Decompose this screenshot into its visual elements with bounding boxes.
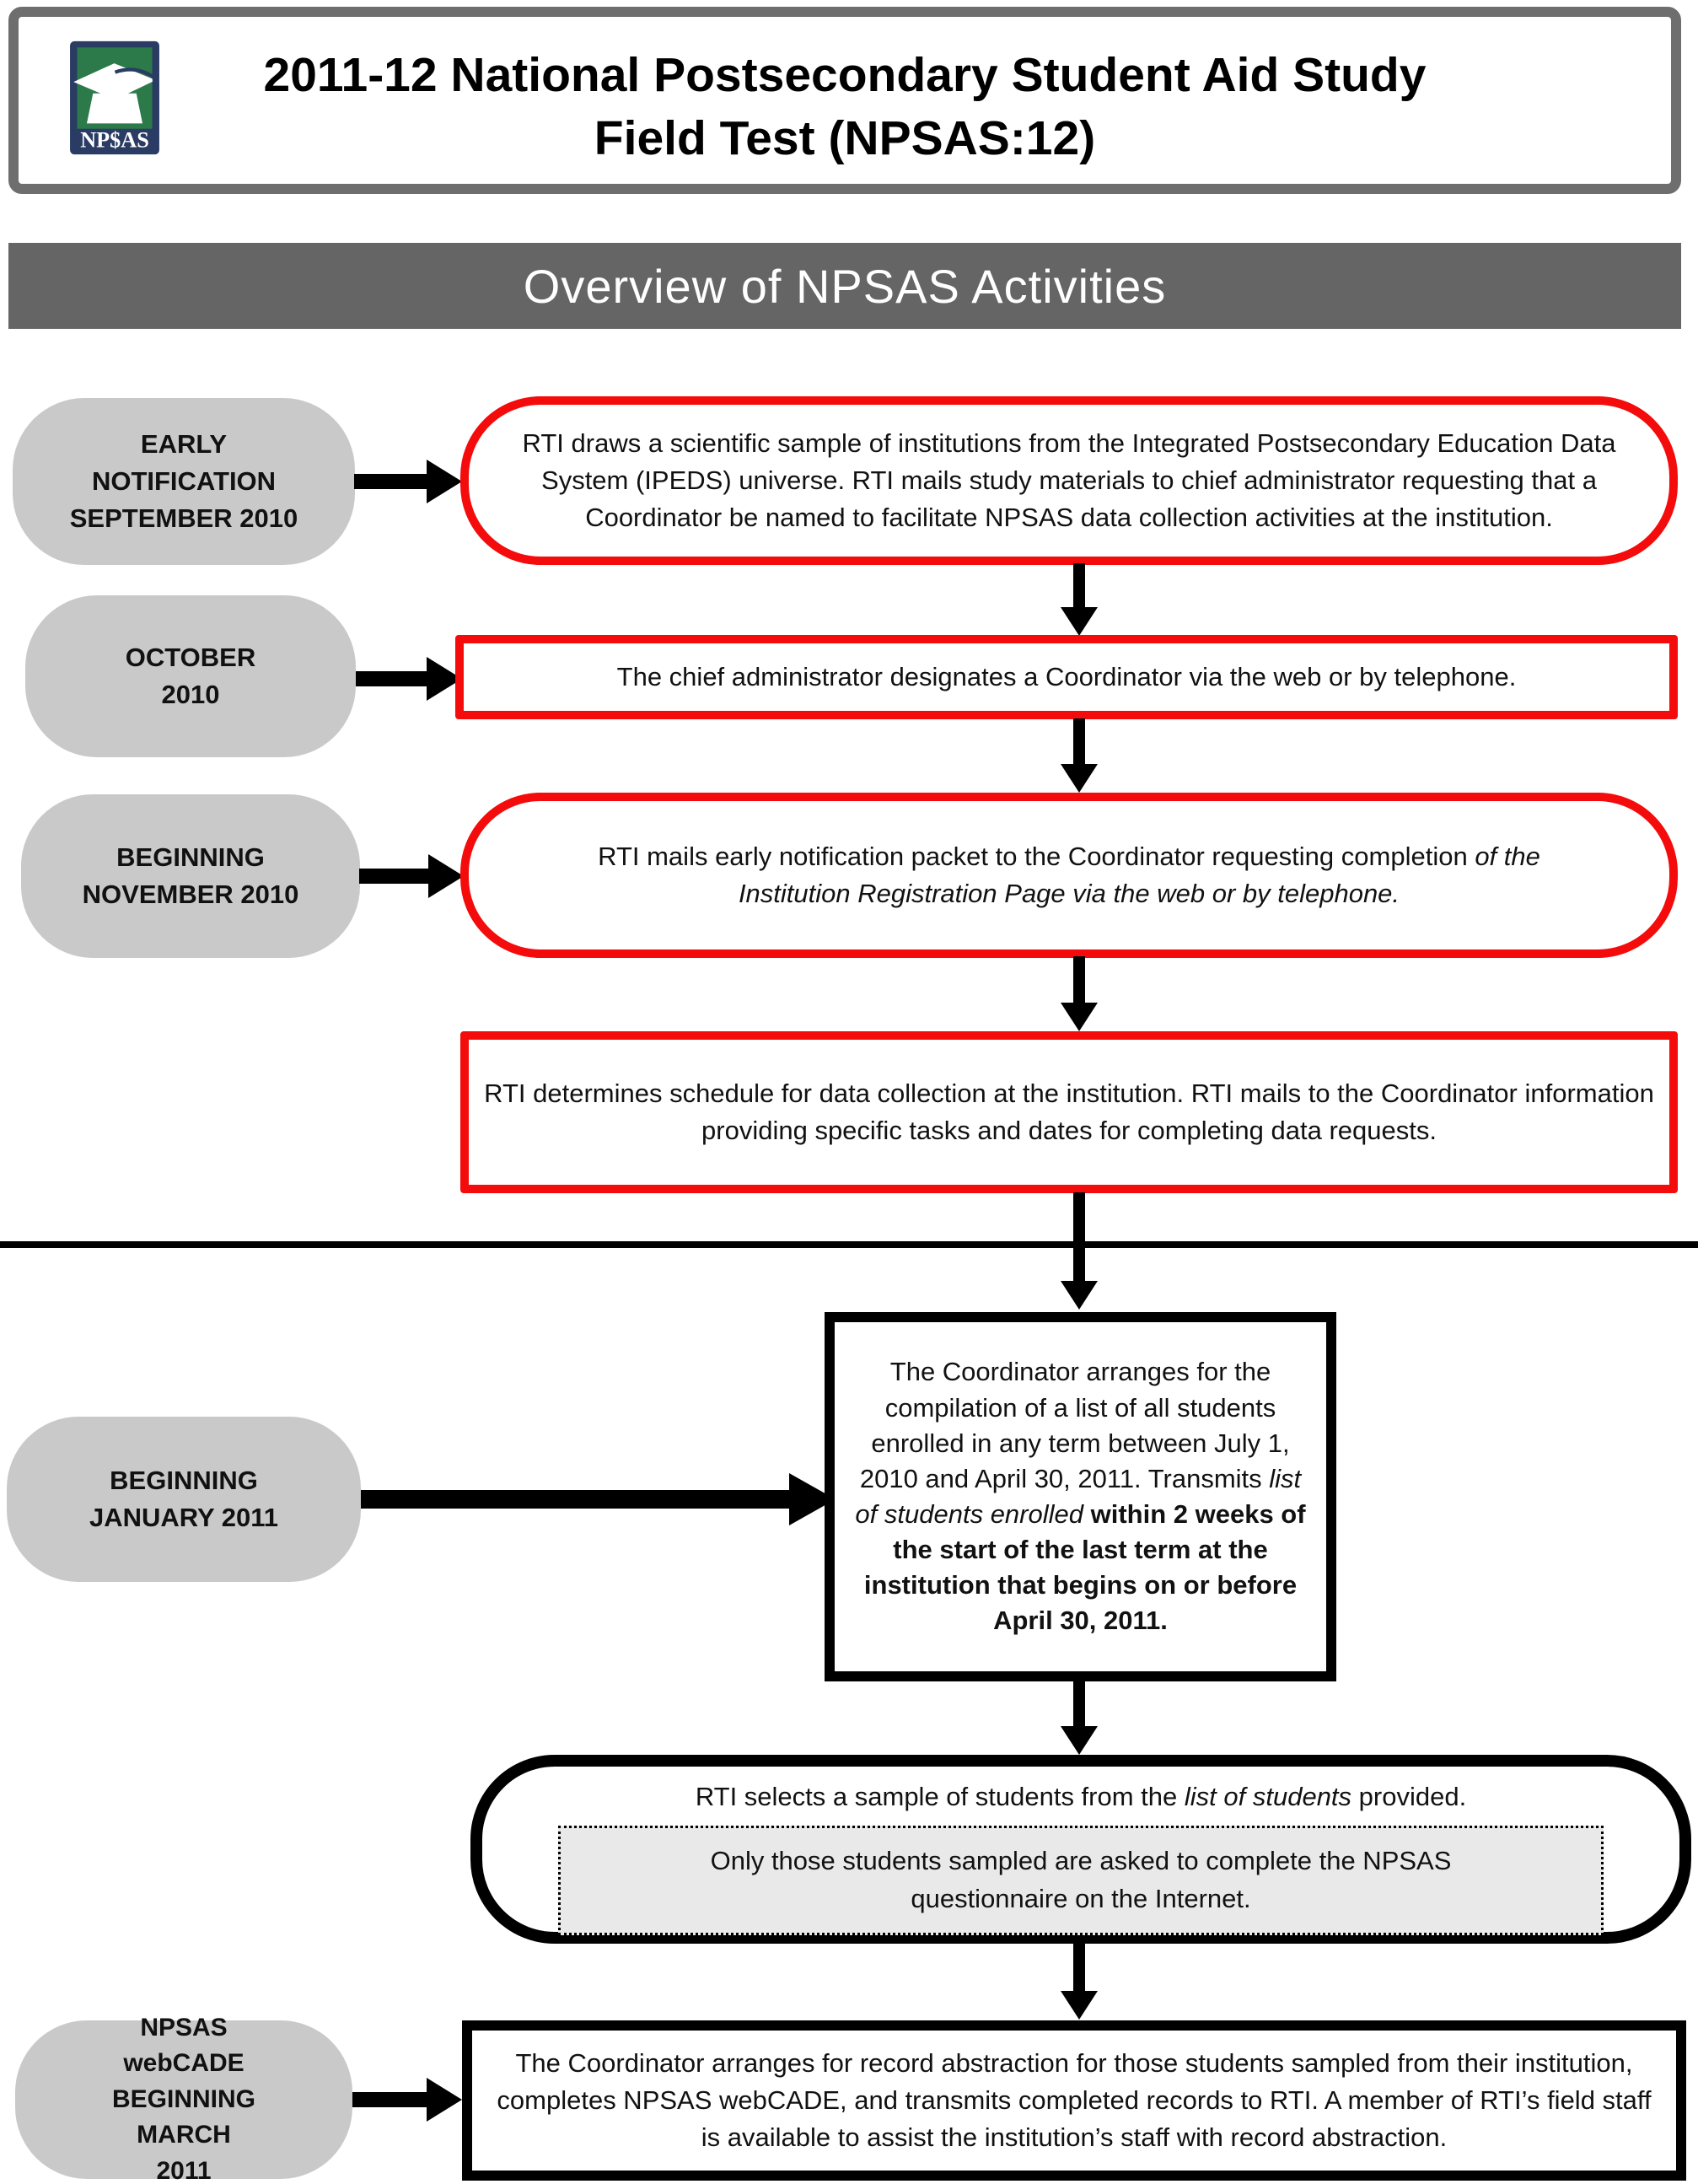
flow-box-student-list bbox=[825, 1312, 1336, 1681]
flow-box-text: The Coordinator arranges for record abstraction for those students sampled from their institution, completes NPSAS webCADE, and transmits completed records to RTI. A member of RTI’s field staff is available to assist the institution’s staff with record abstraction. bbox=[497, 2047, 1652, 2152]
timeline-bubble-november-2010 bbox=[21, 794, 360, 958]
flow-box-sample-institutions bbox=[460, 396, 1678, 565]
arrow-down-head-icon bbox=[1061, 1991, 1098, 2020]
arrow-right-head-icon bbox=[427, 2078, 462, 2122]
note-text: Only those students sampled are asked to complete the NPSAS questionnaire on the Internet. bbox=[710, 1846, 1452, 1914]
flow-box-record-abstraction bbox=[462, 2020, 1686, 2181]
arrow-right-icon bbox=[359, 869, 430, 884]
flow-box-text bbox=[853, 1354, 1308, 1638]
header-box bbox=[8, 7, 1681, 194]
flow-box-text: RTI determines schedule for data collection at the institution. RTI mails to the Coordinator information providing specific tasks and dates for completing data requests. bbox=[484, 1078, 1654, 1145]
flow-box-sample-students bbox=[470, 1755, 1691, 1944]
text-normal: RTI mails early notification packet to the Coordinator requesting completion bbox=[598, 841, 1475, 871]
timeline-bubble-march-2011 bbox=[15, 2013, 352, 2184]
text-normal: provided. bbox=[1351, 1782, 1467, 1811]
timeline-bubble-early-notification bbox=[13, 398, 355, 565]
flow-box-text: The chief administrator designates a Coordinator via the web or by telephone. bbox=[616, 661, 1517, 691]
text-italic: of the Institution Registration Page via the web or by telephone. bbox=[738, 841, 1540, 908]
arrow-down-icon bbox=[1073, 718, 1085, 766]
arrow-down-head-icon bbox=[1061, 1003, 1098, 1031]
flow-box-text: RTI draws a scientific sample of institutions from the Integrated Postsecondary Education Data System (IPEDS) universe. RTI mails study materials to chief administrator requesting that a Coordinator be named to facilitate NPSAS data collection activities at the institution. bbox=[522, 428, 1616, 532]
note-box bbox=[558, 1826, 1604, 1935]
text-normal: RTI selects a sample of students from the bbox=[695, 1782, 1185, 1811]
page-title-line2: Field Test (NPSAS:12) bbox=[594, 111, 1096, 166]
arrow-down-icon bbox=[1073, 1944, 1085, 1993]
arrow-down-icon bbox=[1073, 1192, 1085, 1283]
page-title-line1: 2011-12 National Postsecondary Student Aid Study bbox=[263, 48, 1427, 102]
timeline-label: NPSAS webCADE BEGINNING MARCH 2011 bbox=[111, 2013, 255, 2184]
flow-box-text bbox=[533, 1778, 1629, 1816]
arrow-down-head-icon bbox=[1061, 764, 1098, 793]
timeline-bubble-october-2010 bbox=[25, 595, 356, 757]
flow-box-early-notification-packet bbox=[460, 793, 1678, 958]
arrow-down-icon bbox=[1073, 1680, 1085, 1728]
text-bold: within 2 weeks of the start of the last term at the institution that begins on or before April 30, 2011. bbox=[863, 1499, 1306, 1636]
arrow-down-icon bbox=[1073, 563, 1085, 609]
flow-box-designate-coordinator bbox=[455, 635, 1678, 719]
arrow-right-head-icon bbox=[427, 460, 462, 503]
arrow-right-head-icon bbox=[428, 854, 464, 898]
arrow-right-icon bbox=[361, 1490, 793, 1509]
flow-box-schedule-data-collection bbox=[460, 1031, 1678, 1193]
arrow-right-icon bbox=[356, 671, 428, 686]
arrow-down-head-icon bbox=[1061, 607, 1098, 636]
section-banner-title: Overview of NPSAS Activities bbox=[523, 259, 1167, 313]
text-italic: list of students bbox=[1184, 1782, 1352, 1811]
arrow-down-head-icon bbox=[1061, 1726, 1098, 1755]
text-normal: The Coordinator arranges for the compilation of a list of all students enrolled in any term between July 1, 2010 and April 30, 2011. Transmits bbox=[859, 1357, 1290, 1493]
text-italic: list of students enrolled bbox=[855, 1463, 1302, 1529]
timeline-label: OCTOBER 2010 bbox=[125, 642, 256, 709]
arrow-down-head-icon bbox=[1061, 1281, 1098, 1310]
arrow-down-icon bbox=[1073, 956, 1085, 1004]
arrow-right-icon bbox=[352, 2092, 428, 2107]
timeline-label: BEGINNING JANUARY 2011 bbox=[89, 1465, 278, 1532]
page-title bbox=[19, 44, 1671, 170]
timeline-bubble-january-2011 bbox=[7, 1417, 361, 1582]
flow-box-text bbox=[588, 838, 1550, 912]
divider-line bbox=[0, 1241, 1698, 1248]
section-banner bbox=[8, 243, 1681, 329]
arrow-right-icon bbox=[354, 474, 430, 489]
logo-wordmark: NP$AS bbox=[80, 127, 149, 153]
timeline-label: EARLY NOTIFICATION SEPTEMBER 2010 bbox=[69, 428, 298, 533]
timeline-label: BEGINNING NOVEMBER 2010 bbox=[82, 842, 299, 909]
